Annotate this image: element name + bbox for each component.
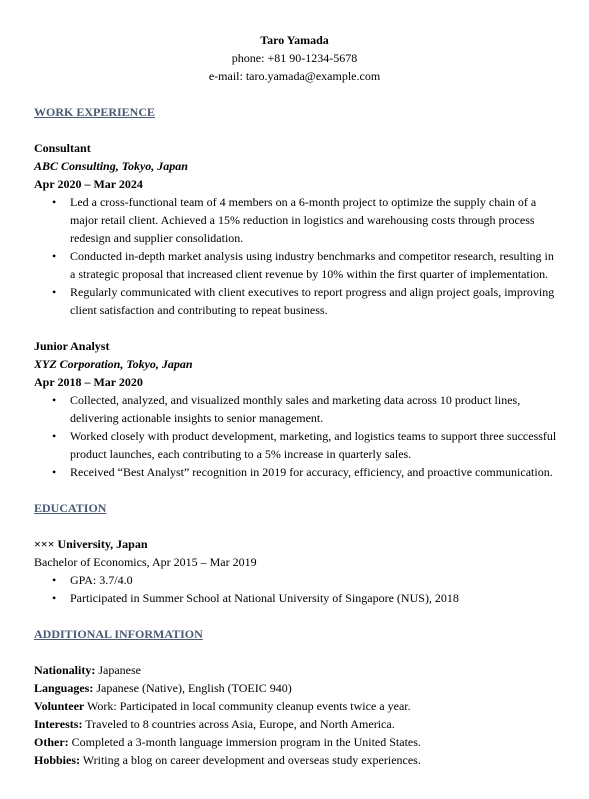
bullet-icon: • bbox=[52, 195, 57, 209]
job-title: Junior Analyst bbox=[34, 339, 110, 353]
list-item bbox=[34, 283, 560, 319]
education-entry bbox=[34, 535, 555, 607]
bullet-text: Collected, analyzed, and visualized monthly sales and marketing data across 10 product lines, delivering actionable insights to senior management. bbox=[70, 393, 521, 425]
phone-line: phone: +81 90-1234-5678 bbox=[231, 51, 358, 65]
job-entry bbox=[34, 139, 555, 319]
bullet-icon: • bbox=[52, 429, 57, 443]
bullet-text: Worked closely with product development, marketing, and logistics teams to support three successful product launches, each contributing to a 5% increase in quarterly sales. bbox=[70, 429, 557, 461]
job-company: XYZ Corporation, Tokyo, Japan bbox=[34, 357, 193, 371]
info-value: Completed a 3-month language immersion program in the United States. bbox=[68, 735, 421, 749]
job-company: ABC Consulting, Tokyo, Japan bbox=[34, 159, 188, 173]
list-item bbox=[34, 427, 560, 463]
bullet-icon: • bbox=[52, 285, 57, 299]
job-dates: Apr 2020 – Mar 2024 bbox=[34, 177, 143, 191]
list-item bbox=[34, 247, 560, 283]
info-label: Volunteer bbox=[34, 699, 85, 713]
resume-header bbox=[34, 31, 555, 85]
list-item bbox=[34, 193, 560, 247]
info-row-hobbies bbox=[34, 751, 555, 769]
info-label: Nationality: bbox=[34, 663, 96, 677]
info-label: Hobbies: bbox=[34, 753, 81, 767]
bullet-text: Regularly communicated with client executives to report progress and align project goals, improving client satisfaction and contributing to repeat business. bbox=[70, 285, 555, 317]
job-bullet-list bbox=[34, 193, 555, 319]
job-bullet-list bbox=[34, 391, 555, 481]
education-bullet-list bbox=[34, 571, 555, 607]
bullet-icon: • bbox=[52, 393, 57, 407]
list-item bbox=[34, 463, 560, 481]
list-item bbox=[34, 571, 560, 589]
info-label: Interests: bbox=[34, 717, 83, 731]
bullet-icon: • bbox=[52, 573, 57, 587]
list-item bbox=[34, 589, 560, 607]
email-line: e-mail: taro.yamada@example.com bbox=[208, 69, 381, 83]
bullet-icon: • bbox=[52, 591, 57, 605]
info-value: Writing a blog on career development and overseas study experiences. bbox=[80, 753, 421, 767]
info-row-other bbox=[34, 733, 555, 751]
bullet-icon: • bbox=[52, 465, 57, 479]
info-row-nationality bbox=[34, 661, 555, 679]
info-value: Japanese (Native), English (TOEIC 940) bbox=[93, 681, 292, 695]
job-entry bbox=[34, 337, 555, 481]
job-dates: Apr 2018 – Mar 2020 bbox=[34, 375, 143, 389]
education-heading: EDUCATION bbox=[34, 501, 107, 515]
info-value: Traveled to 8 countries across Asia, Europe, and North America. bbox=[82, 717, 395, 731]
bullet-text: GPA: 3.7/4.0 bbox=[70, 573, 133, 587]
info-label: Languages: bbox=[34, 681, 94, 695]
degree-line: Bachelor of Economics, Apr 2015 – Mar 2019 bbox=[34, 555, 257, 569]
bullet-text: Conducted in-depth market analysis using industry benchmarks and competitor research, resulting in a strategic proposal that increased client revenue by 10% within the first quarter of implementation. bbox=[70, 249, 554, 281]
work-experience-heading: WORK EXPERIENCE bbox=[34, 105, 156, 119]
additional-information-heading: ADDITIONAL INFORMATION bbox=[34, 627, 203, 641]
info-label: Other: bbox=[34, 735, 69, 749]
info-row-volunteer bbox=[34, 697, 555, 715]
info-value: Work: Participated in local community cleanup events twice a year. bbox=[84, 699, 411, 713]
bullet-icon: • bbox=[52, 249, 57, 263]
list-item bbox=[34, 391, 560, 427]
info-row-interests bbox=[34, 715, 555, 733]
candidate-name: Taro Yamada bbox=[260, 33, 329, 47]
school-name: ××× University, Japan bbox=[34, 537, 148, 551]
info-value: Japanese bbox=[95, 663, 141, 677]
bullet-text: Participated in Summer School at National University of Singapore (NUS), 2018 bbox=[70, 591, 459, 605]
bullet-text: Received “Best Analyst” recognition in 2019 for accuracy, efficiency, and proactive communication. bbox=[70, 465, 553, 479]
info-row-languages bbox=[34, 679, 555, 697]
job-title: Consultant bbox=[34, 141, 91, 155]
additional-information-list bbox=[34, 661, 555, 769]
bullet-text: Led a cross-functional team of 4 members on a 6-month project to optimize the supply chain of a major retail client. Achieved a 15% reduction in logistics and warehousing costs through process redesign and supplier consolidation. bbox=[70, 195, 537, 245]
